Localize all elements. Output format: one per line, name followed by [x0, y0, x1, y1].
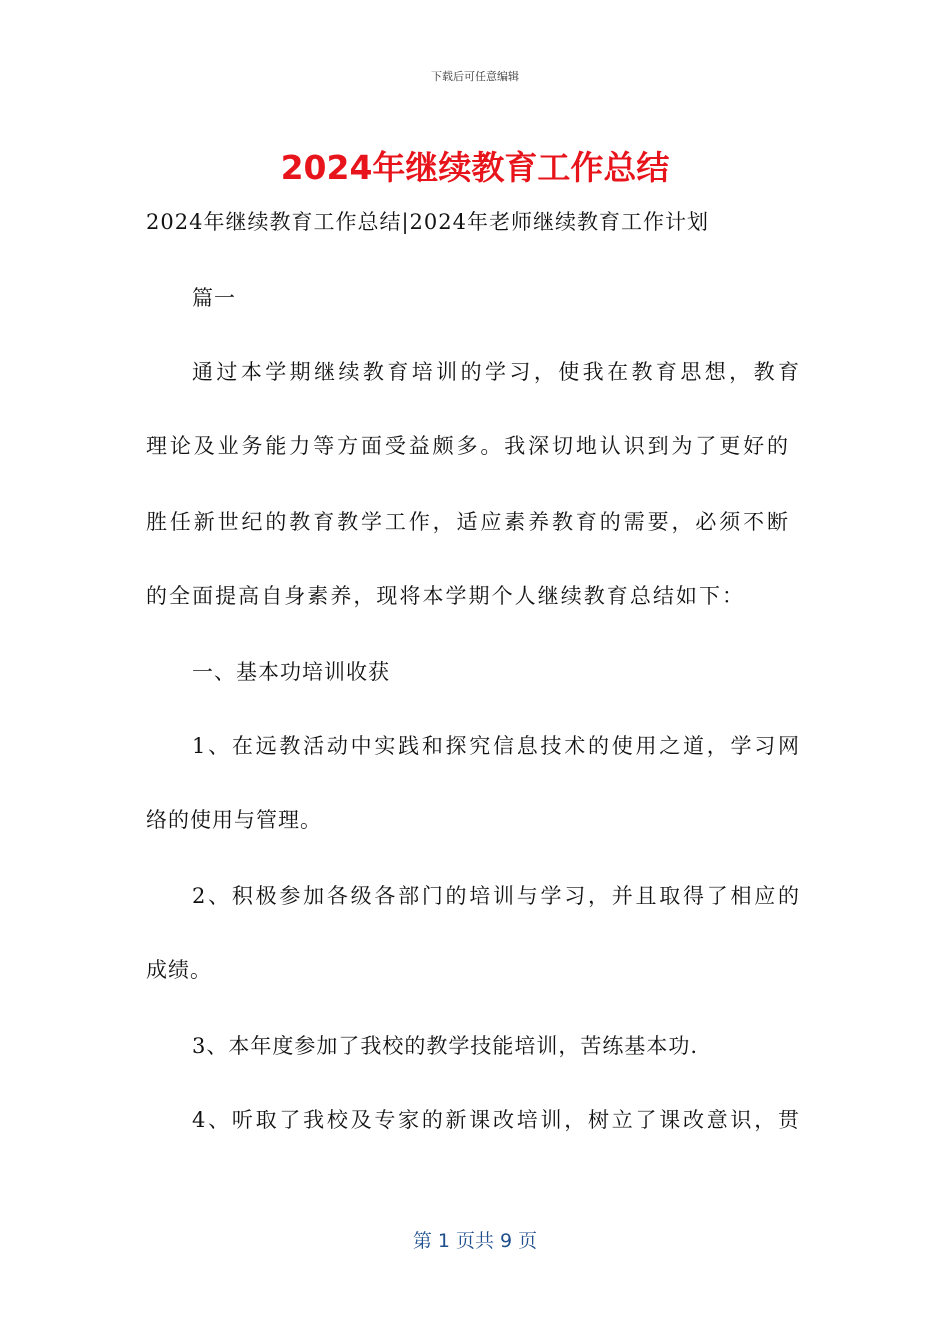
item4-line1-text: 4、听取了我校及专家的新课改培训，树立了课改意识，贯 — [192, 1108, 800, 1132]
paragraph1-line1 — [192, 356, 800, 386]
item1-line1-text: 1、在远教活动中实践和探究信息技术的使用之道，学习网 — [192, 734, 800, 758]
item2-line1 — [192, 880, 800, 910]
item1-line2: 络的使用与管理。 — [146, 808, 322, 832]
item2-line1-text: 2、积极参加各级各部门的培训与学习，并且取得了相应的 — [192, 884, 800, 908]
item3-line: 3、本年度参加了我校的教学技能培训，苦练基本功. — [192, 1034, 699, 1058]
document-title: 2024年继续教育工作总结 — [280, 148, 670, 187]
header-note: 下载后可任意编辑 — [431, 70, 519, 83]
heading-basic-skills: 一、基本功培训收获 — [192, 660, 390, 684]
item4-line1 — [192, 1104, 800, 1134]
paragraph1-line1-text: 通过本学期继续教育培训的学习，使我在教育思想，教育 — [192, 360, 800, 384]
page-footer: 第 1 页共 9 页 — [412, 1230, 538, 1252]
item2-line2: 成绩。 — [146, 958, 212, 982]
paragraph1-line2 — [146, 430, 789, 460]
section-label: 篇一 — [192, 286, 236, 310]
paragraph1-line2-text: 理论及业务能力等方面受益颇多。我深切地认识到为了更好的 — [146, 434, 789, 458]
item1-line1 — [192, 730, 800, 760]
paragraph1-line4-text: 的全面提高自身素养，现将本学期个人继续教育总结如下： — [146, 584, 744, 608]
paragraph1-line3-text: 胜任新世纪的教育教学工作，适应素养教育的需要，必须不断 — [146, 510, 789, 534]
subtitle-line: 2024年继续教育工作总结|2024年老师继续教育工作计划 — [146, 210, 709, 234]
paragraph1-line3 — [146, 506, 789, 536]
paragraph1-line4 — [146, 580, 744, 610]
